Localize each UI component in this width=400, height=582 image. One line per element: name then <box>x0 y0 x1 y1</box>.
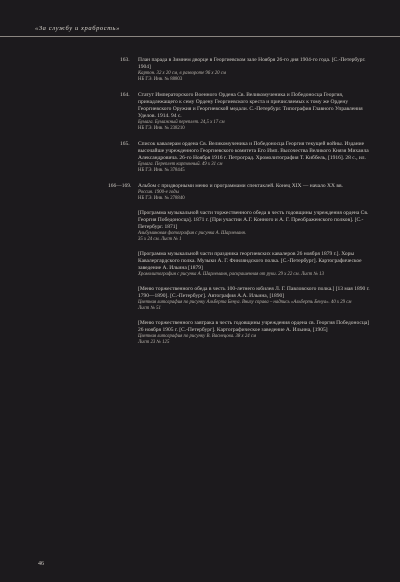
album-item-technique: Цветная литография по рисунку В. Васнецова. 38 х 24 см <box>138 334 257 339</box>
catalog-entry-165 <box>120 141 374 174</box>
album-item-title: [Меню торжественного завтрака в честь годовщины учреждения ордена св. Георгия Победоносца] 26 ноября 1905 г. [С.-Петербург]. Картографическое заведение А. Ильина, [1905] <box>138 320 370 333</box>
album-item-technique: Хромолитография с рисунка А. Шарлеманя, раскрашенная от руки. 29 х 22 см. Лист № 13 <box>138 272 324 277</box>
entry-title: Список кавалерам ордена Св. Великомученика и Победоносца Георгия текущей войны. Издание высочайше учрежденного Георгиевского комитета Его Имп. Высочества Великого Князя Михаила Александровича. 26-го Ноября 1916 г. Петроград. Хромолитография Т. Киббель, [1916]. 28 с., ил. <box>138 141 369 161</box>
album-item <box>138 251 374 278</box>
catalog-entry-163 <box>120 57 374 83</box>
entry-material: Россия. 1900-е годы <box>138 190 179 195</box>
album-item <box>138 320 374 346</box>
entry-title: Статут Императорского Военного Ордена Св. Великомученика и Победоносца Георгия, принадлежащего к сему Ордену Георгиевского креста и причисляемых к тому же Ордену Георгиевского Оружия и Георгиевской медали. С.-Петербург. Типография Главного Управления Уделов. 1914. 94 с. <box>138 92 363 119</box>
album-item <box>138 286 374 312</box>
album-item-technique: Альбуминовая фотография с рисунка А. Шарлеманя. <box>138 231 247 236</box>
page-number: 46 <box>38 561 44 567</box>
entry-number: 164. <box>120 92 130 98</box>
entry-title: План парада в Зимнем дворце в Георгиевском зале Ноября 26-го дня 1904-го года. [С.-Петербург. 1904] <box>138 57 366 70</box>
album-item-title: [Программа музыкальной части праздника георгиевских кавалеров 26 ноября 1879 г.]. Хоры Кавалергардского полка. Музыки А. Г. Финляндского полка. [С.-Петербург]. Картографическое заведение А. Ильина [1879] <box>138 251 362 271</box>
album-item <box>138 210 374 243</box>
album-item-sheet: Лист 23 № 125 <box>138 340 170 345</box>
album-item-technique: Цветная литография по рисунку Альберта Бенуа. Внизу справа – надпись «Альберть Бенуа». 40 х 29 см <box>138 300 352 305</box>
entry-material: Бумага. Переплет картонный. 49 х 31 см <box>138 162 223 167</box>
catalog-entry-166-169 <box>108 183 374 346</box>
entry-number: 165. <box>120 141 130 147</box>
header-rule <box>0 36 400 37</box>
album-item-title: [Программа музыкальной части торжественного обеда в честь годовщины учреждения ордена Св. Георгия Победоносца]. 1871 г. [При участии А.Г. Конного и А. Г. Преображенского полков]. [С.-Петербург. 1871] <box>138 210 369 230</box>
catalog-entry-164 <box>120 92 374 132</box>
entry-number: 163. <box>120 57 130 63</box>
entry-inventory: НБ ГЭ. Инв. № 378445 <box>138 168 185 173</box>
entry-material: Бумага. Бумажный переплет. 24,5 х 17 см <box>138 120 225 125</box>
entry-inventory: НБ ГЭ. Инв. № 88803 <box>138 77 183 82</box>
catalog-content <box>108 57 374 355</box>
entry-material: Картон. 32 х 20 см, в развороте 96 х 20 см <box>138 71 226 76</box>
running-head: «За службу и храбрость» <box>35 25 120 32</box>
entry-number: 166—169. <box>108 183 132 189</box>
entry-inventory: НБ ГЭ. Инв. № 238210 <box>138 126 185 131</box>
album-item-sheet: 35 х 24 см. Лист № 1 <box>138 237 182 242</box>
album-item-title: [Меню торжественного обеда в честь 100-летнего юбилея Л. Г. Павловского полка.] [13 мая 1890 г. 1790—1890]. [С.-Петербург]. Автография А.А. Ильина, [1890] <box>138 286 370 299</box>
entry-inventory: НБ ГЭ. Инв. № 278840 <box>138 196 185 201</box>
entry-title: Альбом с придворными меню и программами спектаклей. Конец XIX — начало XX вв. <box>138 183 343 189</box>
album-item-sheet: Лист № 51 <box>138 306 161 311</box>
